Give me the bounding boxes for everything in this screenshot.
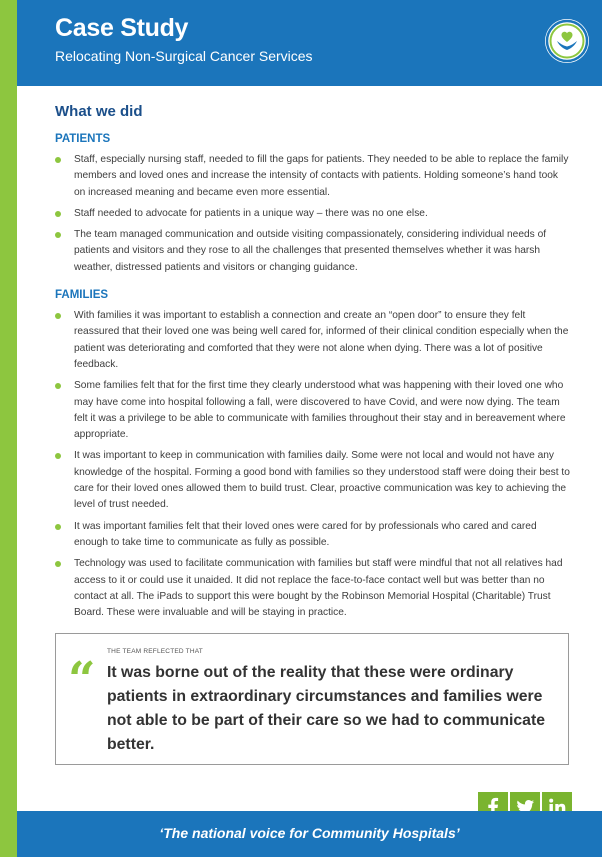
main-content xyxy=(55,103,570,634)
list-item: Staff, especially nursing staff, needed to fill the gaps for patients. They needed to be able to replace the family members and loved ones and increase the intensity of contacts with patients. Holding someone’s hand took on increased meaning and became even more essential. xyxy=(55,152,570,201)
bullet-dot-icon xyxy=(55,232,61,238)
patients-heading: PATIENTS xyxy=(55,133,111,145)
page-footer xyxy=(17,811,602,857)
list-item: With families it was important to establish a connection and create an “open door” to ensure they felt reassured that their loved one was being well cared for, informed of their clinical condition especially when the patient was deteriorating and comforted that they were not alone when dying. There was a lot of positive feedback. xyxy=(55,308,570,373)
bullet-dot-icon xyxy=(55,157,61,163)
page-title: Case Study xyxy=(55,14,189,42)
list-item: Staff needed to advocate for patients in a unique way – there was no one else. xyxy=(55,206,570,222)
page-subtitle: Relocating Non-Surgical Cancer Services xyxy=(55,48,313,64)
bullet-dot-icon xyxy=(55,561,61,567)
bullet-dot-icon xyxy=(55,211,61,217)
list-item: The team managed communication and outside visiting compassionately, considering individual needs of patients and visitors and they rose to all the challenges that presented themselves whether it was harsh weather, distressed patients and visitors or changing guidance. xyxy=(55,227,570,276)
left-accent-stripe xyxy=(0,0,17,857)
bullet-dot-icon xyxy=(55,453,61,459)
bullet-dot-icon xyxy=(55,524,61,530)
families-heading: FAMILIES xyxy=(55,289,109,302)
list-item: It was important to keep in communication with families daily. Some were not local and would not have any knowledge of the hospital. Forming a good bond with families so they understood staff were doing their best to care for their loved ones allowed them to build trust. Clear, proactive communication was key to achieving the level of trust needed. xyxy=(55,448,570,513)
section-title: What we did xyxy=(55,103,143,120)
page-header xyxy=(17,0,602,86)
list-item: Technology was used to facilitate communication with families but staff were mindful that not all relatives had access to it or could use it unaided. It did not replace the face-to-face contact well but was better than no contact at all. The iPads to support this were bought by the Robinson Memorial Hospital (Charitable) Trust Board. These were invaluable and will be staying in practice. xyxy=(55,556,570,621)
families-list xyxy=(55,308,570,621)
bullet-dot-icon xyxy=(55,313,61,319)
footer-tagline: ‘The national voice for Community Hospitals’ xyxy=(159,825,460,841)
quote-box xyxy=(55,633,569,765)
patients-list xyxy=(55,152,570,276)
hands-heart-logo-icon xyxy=(545,19,589,63)
list-item: Some families felt that for the first time they clearly understood what was happening with their loved one who may have come into hospital following a fall, were discovered to have Covid, and were now dying. The team felt it was a privilege to be able to communicate with families throughout their stay and in bereavement where appropriate. xyxy=(55,378,570,443)
quote-text: It was borne out of the reality that these were ordinary patients in extraordinary circumstances and families were not able to be part of their care so we had to communicate better. xyxy=(107,664,546,753)
list-item: It was important families felt that their loved ones were cared for by professionals who cared and cared enough to take time to communicate as fully as possible. xyxy=(55,519,570,552)
quote-mark-icon: “ xyxy=(68,652,96,708)
bullet-dot-icon xyxy=(55,383,61,389)
quote-label: THE TEAM REFLECTED THAT xyxy=(107,648,203,655)
